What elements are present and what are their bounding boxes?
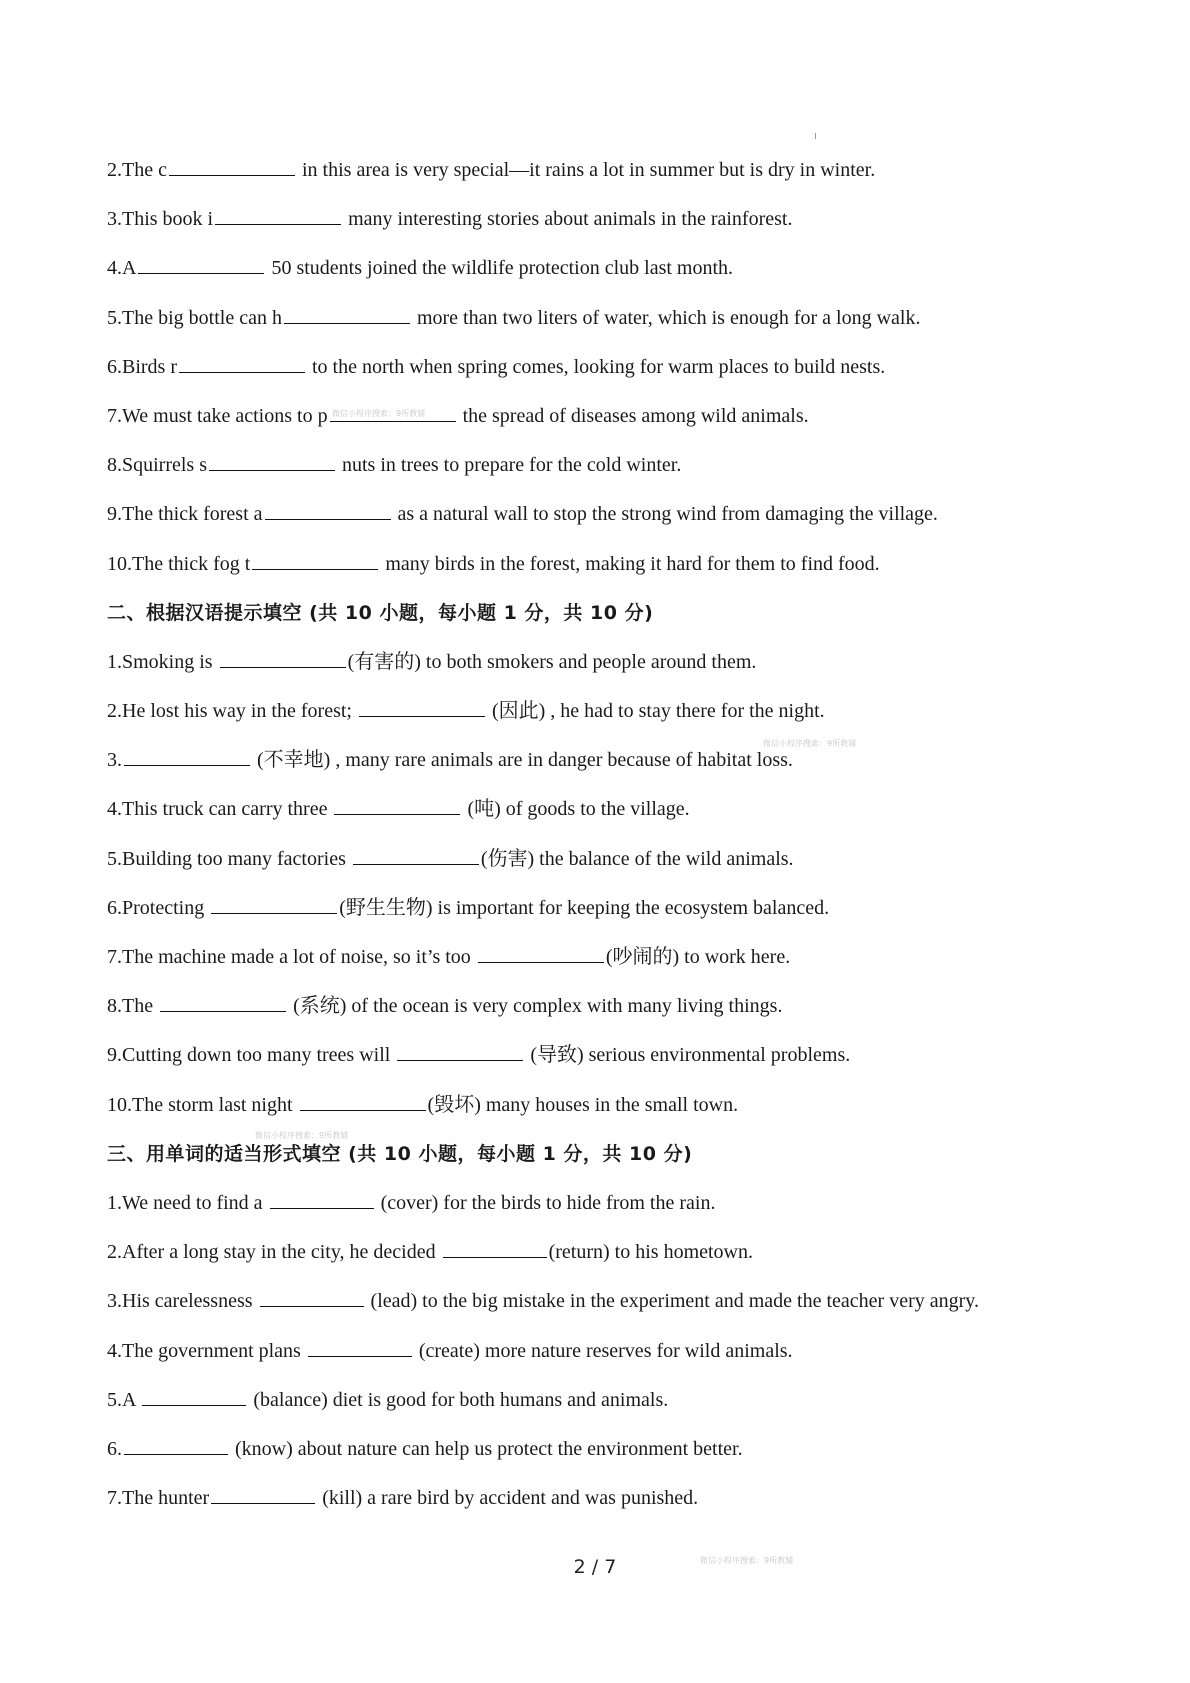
scan-mark xyxy=(815,133,816,139)
answer-blank[interactable] xyxy=(211,1483,315,1504)
question-line: 5.A (balance) diet is good for both humans and animals. xyxy=(107,1380,1067,1429)
question-line: 6.Birds r to the north when spring comes, looking for warm places to build nests. xyxy=(107,347,1067,396)
answer-blank[interactable] xyxy=(308,1336,412,1357)
question-line: 6. (know) about nature can help us protect the environment better. xyxy=(107,1429,1067,1478)
section-1-items xyxy=(107,150,1067,593)
answer-blank[interactable] xyxy=(478,942,604,963)
question-line: 3.His carelessness (lead) to the big mistake in the experiment and made the teacher very angry. xyxy=(107,1281,1067,1330)
question-line: 4.A 50 students joined the wildlife protection club last month. xyxy=(107,248,1067,297)
question-line: 4.The government plans (create) more nature reserves for wild animals. xyxy=(107,1331,1067,1380)
answer-blank[interactable] xyxy=(142,1385,246,1406)
answer-blank[interactable] xyxy=(211,893,337,914)
answer-blank[interactable] xyxy=(215,204,341,225)
answer-blank[interactable] xyxy=(169,155,295,176)
answer-blank[interactable] xyxy=(124,745,250,766)
watermark-text: 微信小程序搜索：9所教辅 xyxy=(255,1131,349,1140)
section-2-items xyxy=(107,642,1067,1134)
answer-blank[interactable] xyxy=(124,1434,228,1455)
answer-blank[interactable] xyxy=(359,696,485,717)
question-line: 2.The c in this area is very special—it rains a lot in summer but is dry in winter. xyxy=(107,150,1067,199)
question-line: 7.The hunter (kill) a rare bird by accident and was punished. xyxy=(107,1478,1067,1527)
worksheet-content xyxy=(107,150,1067,1527)
answer-blank[interactable] xyxy=(209,450,335,471)
question-line: 1.We need to find a (cover) for the birds to hide from the rain. xyxy=(107,1183,1067,1232)
question-line: 9.Cutting down too many trees will (导致) serious environmental problems. xyxy=(107,1035,1067,1084)
answer-blank[interactable] xyxy=(353,844,479,865)
answer-blank[interactable] xyxy=(300,1090,426,1111)
answer-blank[interactable] xyxy=(265,499,391,520)
section-2-heading: 二、根据汉语提示填空 (共 10 小题，每小题 1 分，共 10 分) xyxy=(107,601,654,624)
question-line: 3.This book i many interesting stories about animals in the rainforest. xyxy=(107,199,1067,248)
watermark-text: 微信小程序搜索：9所教辅 xyxy=(700,1556,794,1565)
question-line: 6.Protecting (野生生物) is important for keeping the ecosystem balanced. xyxy=(107,888,1067,937)
question-line: 5.The big bottle can h more than two liters of water, which is enough for a long walk. xyxy=(107,298,1067,347)
page-number: 2 / 7 xyxy=(573,1556,617,1578)
question-line: 8.Squirrels s nuts in trees to prepare for the cold winter. xyxy=(107,445,1067,494)
watermark-text: 微信小程序搜索：9所教辅 xyxy=(332,409,426,418)
answer-blank[interactable] xyxy=(138,253,264,274)
question-line: 10.The storm last night (毁坏) many houses in the small town. xyxy=(107,1085,1067,1134)
question-line: 5.Building too many factories (伤害) the balance of the wild animals. xyxy=(107,839,1067,888)
answer-blank[interactable] xyxy=(220,647,346,668)
question-line: 10.The thick fog t many birds in the forest, making it hard for them to find food. xyxy=(107,544,1067,593)
answer-blank[interactable] xyxy=(397,1040,523,1061)
watermark-text: 微信小程序搜索：9所教辅 xyxy=(763,739,857,748)
question-line: 4.This truck can carry three (吨) of goods to the village. xyxy=(107,789,1067,838)
answer-blank[interactable] xyxy=(270,1188,374,1209)
question-line: 9.The thick forest a as a natural wall to stop the strong wind from damaging the village. xyxy=(107,494,1067,543)
question-line: 1.Smoking is (有害的) to both smokers and people around them. xyxy=(107,642,1067,691)
question-line: 7.The machine made a lot of noise, so it’s too (吵闹的) to work here. xyxy=(107,937,1067,986)
section-3-heading: 三、用单词的适当形式填空 (共 10 小题，每小题 1 分，共 10 分) xyxy=(107,1142,693,1165)
answer-blank[interactable] xyxy=(284,303,410,324)
answer-blank[interactable] xyxy=(160,991,286,1012)
question-line: 7.We must take actions to p the spread of diseases among wild animals. xyxy=(107,396,1067,445)
answer-blank[interactable] xyxy=(252,549,378,570)
question-line: 2.He lost his way in the forest; (因此) , he had to stay there for the night. xyxy=(107,691,1067,740)
question-line: 3. (不幸地) , many rare animals are in danger because of habitat loss. xyxy=(107,740,1067,789)
answer-blank[interactable] xyxy=(260,1286,364,1307)
answer-blank[interactable] xyxy=(179,352,305,373)
answer-blank[interactable] xyxy=(443,1237,547,1258)
section-3-items xyxy=(107,1183,1067,1527)
answer-blank[interactable] xyxy=(334,794,460,815)
question-line: 8.The (系统) of the ocean is very complex with many living things. xyxy=(107,986,1067,1035)
question-line: 2.After a long stay in the city, he decided (return) to his hometown. xyxy=(107,1232,1067,1281)
